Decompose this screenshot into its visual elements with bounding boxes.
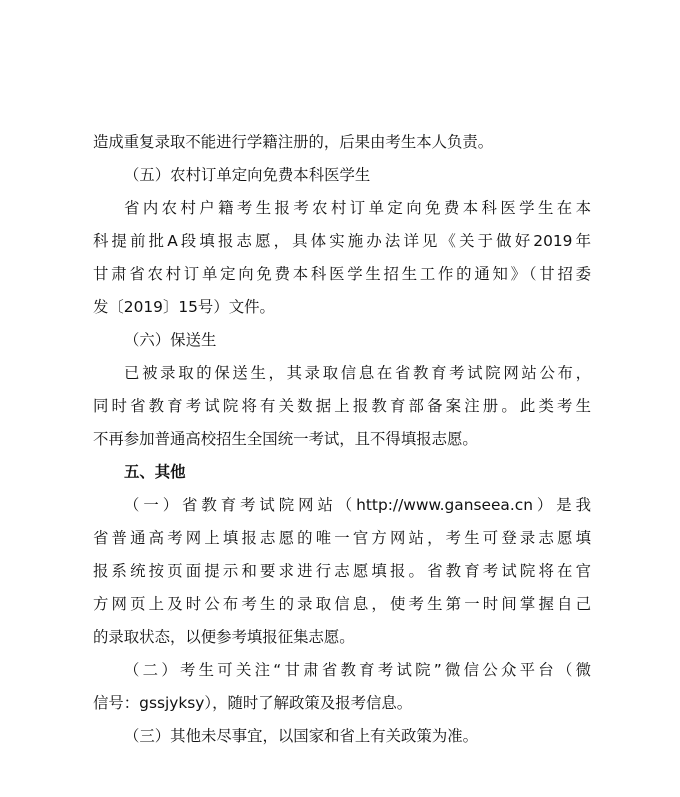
text-line: 甘肃省农村订单定向免费本科医学生招生工作的通知》（甘招委 [93, 265, 591, 283]
text-line: （一）省教育考试院网站（http://www.ganseea.cn）是我 [124, 496, 591, 514]
text-line: 发〔2019〕15号）文件。 [93, 298, 275, 316]
subheading-rural-medical-students [93, 159, 591, 192]
text-line: （三）其他未尽事宜，以国家和省上有关政策为准。 [124, 727, 478, 745]
text-line: 同时省教育考试院将有关数据上报教育部备案注册。此类考生 [93, 397, 591, 415]
section-heading-other [93, 456, 591, 489]
paragraph-recommended-students [93, 357, 591, 456]
paragraph-rural-medical-students [93, 192, 591, 324]
text-line: 五、其他 [124, 463, 186, 481]
text-line: 的录取状态，以便参考填报征集志愿。 [93, 628, 355, 646]
text-line: （五）农村订单定向免费本科医学生 [124, 166, 371, 184]
text-line: 省普通高考网上填报志愿的唯一官方网站，考生可登录志愿填 [93, 529, 591, 547]
paragraph-continuation [93, 126, 591, 159]
text-line: 不再参加普通高校招生全国统一考试，且不得填报志愿。 [93, 430, 478, 448]
text-line: 省内农村户籍考生报考农村订单定向免费本科医学生在本 [124, 199, 591, 217]
text-line: 信号：gssjyksy），随时了解政策及报考信息。 [93, 694, 413, 712]
text-line: 科提前批A段填报志愿，具体实施办法详见《关于做好2019年 [93, 232, 591, 250]
text-line: （六）保送生 [124, 331, 217, 349]
text-line: 已被录取的保送生，其录取信息在省教育考试院网站公布， [124, 364, 591, 382]
subheading-recommended-students [93, 324, 591, 357]
text-line: 造成重复录取不能进行学籍注册的，后果由考生本人负责。 [93, 133, 494, 151]
text-line: 报系统按页面提示和要求进行志愿填报。省教育考试院将在官 [93, 562, 591, 580]
paragraph-wechat-account [93, 654, 591, 720]
text-line: 方网页上及时公布考生的录取信息，使考生第一时间掌握自己 [93, 595, 591, 613]
paragraph-official-website [93, 489, 591, 654]
paragraph-other-matters [93, 720, 591, 753]
text-line: （二）考生可关注“甘肃省教育考试院”微信公众平台（微 [124, 661, 591, 679]
